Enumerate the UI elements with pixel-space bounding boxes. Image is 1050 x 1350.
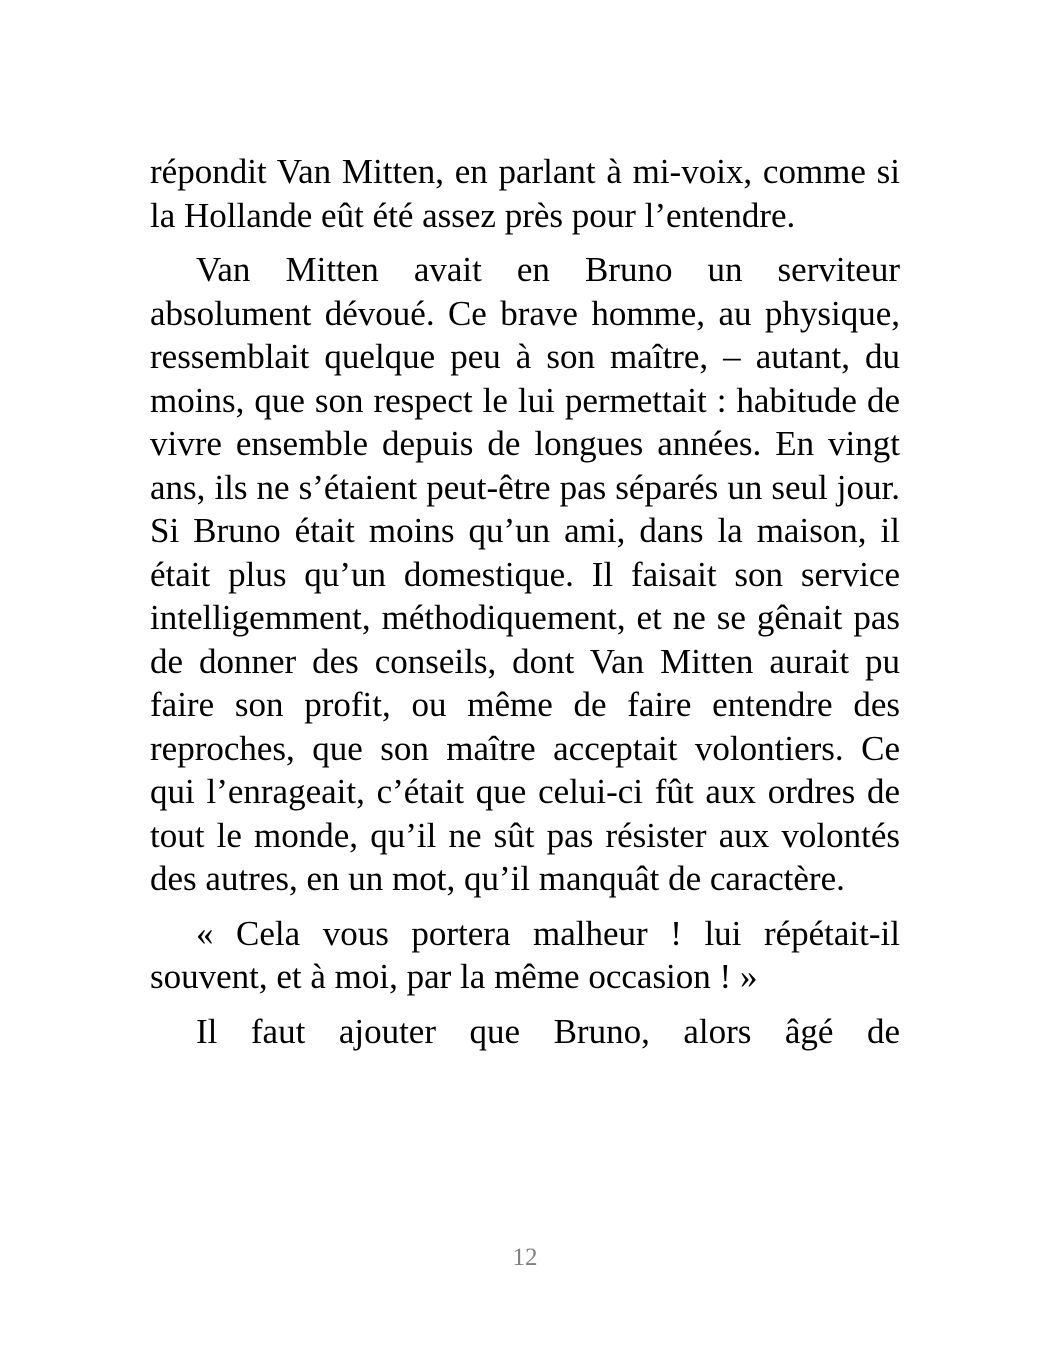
- paragraph-continuation: répondit Van Mitten, en parlant à mi-voix, comme si la Hollande eût été assez près pour l’entendre.: [150, 152, 900, 235]
- paragraph-quote: « Cela vous portera malheur ! lui répétait-il souvent, et à moi, par la même occasion ! »: [150, 913, 900, 996]
- paragraph-truncated: Il faut ajouter que Bruno, alors âgé de: [196, 1011, 900, 1051]
- page-number: 12: [512, 1244, 538, 1271]
- paragraph-bruno-description: Van Mitten avait en Bruno un serviteur absolument dévoué. Ce brave homme, au physique, ressemblait quelque peu à son maître, – autant, du moins, que son respect le lui permettait : habitude de vivre ensemble depuis de longues années. En vingt ans, ils ne s’étaient peut-être pas séparés un seul jour. Si Bruno était moins qu’un ami, dans la maison, il était plus qu’un domestique. Il faisait son service intelligemment, méthodiquement, et ne se gênait pas de donner des conseils, dont Van Mitten aurait pu faire son profit, ou même de faire entendre des reproches, que son maître acceptait volontiers. Ce qui l’enrageait, c’était que celui-ci fût aux ordres de tout le monde, qu’il ne sût pas résister aux volontés des autres, en un mot, qu’il manquât de caractère.: [150, 250, 900, 898]
- body-text: [150, 150, 900, 1053]
